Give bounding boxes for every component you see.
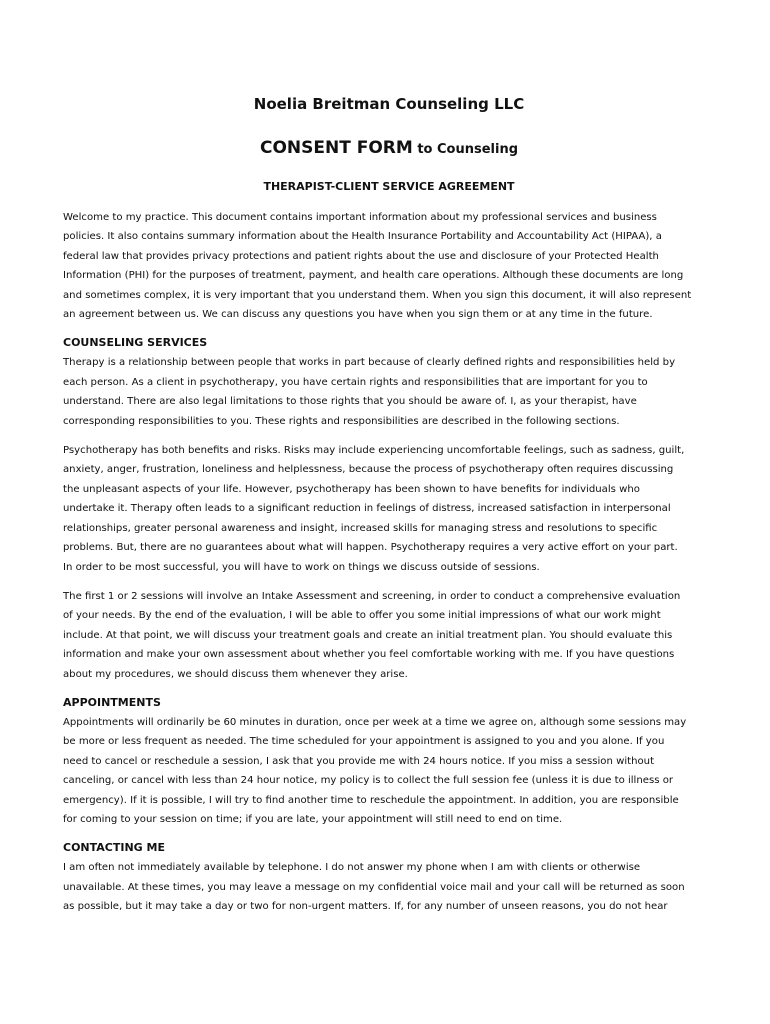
- text-line: corresponding responsibilities to you. These rights and responsibilities are described in the following sections.: [63, 415, 620, 427]
- text-line: Welcome to my practice. This document contains important information about my professional services and business: [63, 212, 657, 223]
- text-line: unavailable. At these times, you may leave a message on my confidential voice mail and your call will be returned as soon: [63, 881, 685, 893]
- text-line: the unpleasant aspects of your life. However, psychotherapy has been shown to have benefits for individuals who: [63, 483, 640, 495]
- text-line: undertake it. Therapy often leads to a significant reduction in feelings of distress, increased satisfaction in interpersonal: [63, 503, 671, 515]
- text-line: an agreement between us. We can discuss any questions you have when you sign them or at any time in the future.: [63, 309, 653, 321]
- text-line: information and make your own assessment about whether you feel comfortable working with me. If you have questions: [63, 649, 675, 661]
- contacting-paragraph: [63, 858, 715, 916]
- appointments-paragraph: [63, 713, 715, 829]
- section-heading-counseling-services: COUNSELING SERVICES: [63, 336, 208, 350]
- text-line: emergency). If it is possible, I will try to find another time to reschedule the appointment. In addition, you are responsible: [63, 794, 679, 806]
- document-page: [63, 92, 715, 927]
- text-line: The first 1 or 2 sessions will involve an Intake Assessment and screening, in order to conduct a comprehensive evaluation: [63, 590, 681, 602]
- text-line: and sometimes complex, it is very important that you understand them. When you sign this document, it will also represent: [63, 289, 692, 301]
- text-line: about my procedures, we should discuss them whenever they arise.: [63, 668, 408, 680]
- counseling-paragraph-3: [63, 587, 715, 684]
- text-line: policies. It also contains summary information about the Health Insurance Portability and Accountability Act (HIPAA), a: [63, 231, 662, 243]
- text-line: canceling, or cancel with less than 24 hour notice, my policy is to collect the full session fee (unless it is due to illness or: [63, 775, 674, 787]
- text-line: Psychotherapy has both benefits and risks. Risks may include experiencing uncomfortable feelings, such as sadness, guilt,: [63, 445, 685, 457]
- intro-paragraph: [63, 208, 715, 324]
- counseling-paragraph-1: [63, 353, 715, 431]
- text-line: of your needs. By the end of the evaluation, I will be able to offer you some initial impressions of what our work might: [63, 610, 661, 622]
- form-title: [63, 136, 715, 162]
- text-line: In order to be most successful, you will have to work on things we discuss outside of sessions.: [63, 561, 540, 573]
- agreement-title: THERAPIST-CLIENT SERVICE AGREEMENT: [263, 180, 515, 193]
- text-line: as possible, but it may take a day or two for non-urgent matters. If, for any number of unseen reasons, you do not hear: [63, 901, 668, 913]
- text-line: each person. As a client in psychotherapy, you have certain rights and responsibilities that are important for you to: [63, 376, 648, 388]
- company-name: Noelia Breitman Counseling LLC: [253, 95, 525, 113]
- text-line: relationships, greater personal awareness and insight, increased skills for managing stress and resolutions to specific: [63, 522, 658, 534]
- text-line: problems. But, there are no guarantees about what will happen. Psychotherapy requires a very active effort on your part.: [63, 542, 678, 554]
- text-line: for coming to your session on time; if you are late, your appointment will still need to end on time.: [63, 813, 563, 825]
- text-line: include. At that point, we will discuss your treatment goals and create an initial treatment plan. You should evaluate this: [63, 629, 673, 641]
- text-line: need to cancel or reschedule a session, I ask that you provide me with 24 hours notice. If you miss a session without: [63, 755, 655, 767]
- text-line: be more or less frequent as needed. The time scheduled for your appointment is assigned to you and you alone. If you: [63, 736, 665, 748]
- text-line: I am often not immediately available by telephone. I do not answer my phone when I am with clients or otherwise: [63, 862, 641, 874]
- form-title-main: CONSENT FORM: [259, 138, 413, 158]
- text-line: Information (PHI) for the purposes of treatment, payment, and health care operations. Although these documents are long: [63, 270, 684, 282]
- text-line: Therapy is a relationship between people that works in part because of clearly defined rights and responsibilities held by: [63, 357, 676, 369]
- counseling-paragraph-2: [63, 441, 715, 577]
- text-line: Appointments will ordinarily be 60 minutes in duration, once per week at a time we agree on, although some sessions may: [63, 716, 687, 728]
- section-heading-appointments: APPOINTMENTS: [63, 695, 161, 709]
- text-line: understand. There are also legal limitations to those rights that you should be aware of. I, as your therapist, have: [63, 396, 637, 408]
- text-line: anxiety, anger, frustration, loneliness and helplessness, because the process of psychotherapy often requires discussing: [63, 464, 674, 476]
- section-heading-contacting-me: CONTACTING ME: [63, 841, 165, 855]
- form-title-suffix: to Counseling: [412, 142, 519, 157]
- text-line: federal law that provides privacy protections and patient rights about the use and disclosure of your Protected Health: [63, 250, 659, 262]
